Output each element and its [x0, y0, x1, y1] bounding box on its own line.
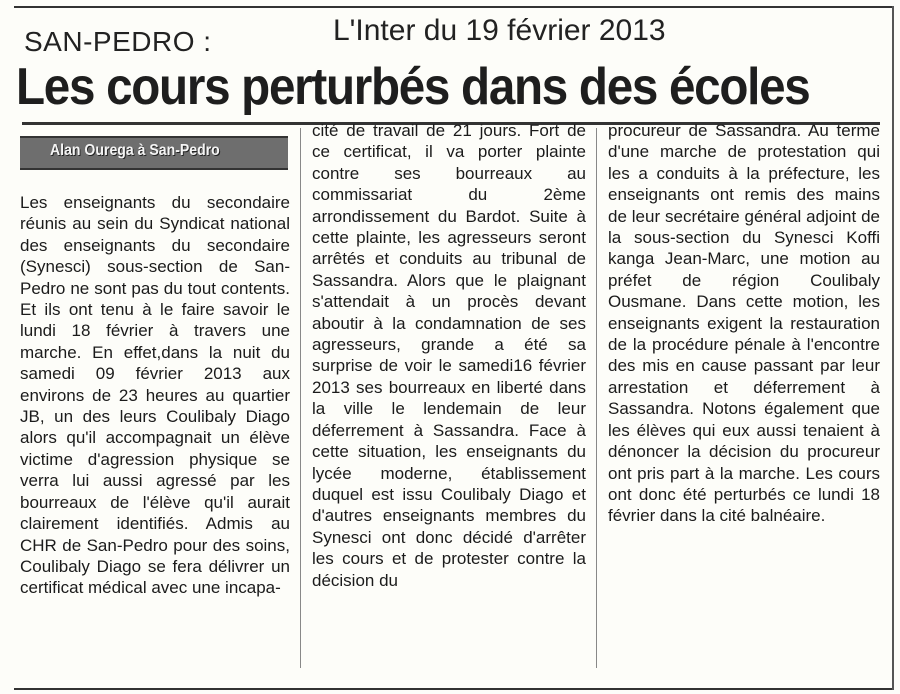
headline: Les cours perturbés dans des écoles — [16, 58, 810, 116]
column-separator — [300, 128, 301, 668]
clipping-border-right — [892, 6, 894, 690]
column-separator — [596, 128, 597, 668]
article-column-2 — [312, 120, 586, 591]
column-text: Les enseignants du secondaire réunis au sein du Syndicat national des enseignants du secondaire (Synesci) sous-section de San-Pedro ne sont pas du tout contents. Et ils ont tenu à le faire savoir le lundi 18 février à travers une marche. En effet,dans la nuit du samedi 09 février 2013 aux environs de 23 heures au quartier JB, un des leurs Coulibaly Diago alors qu'il accompagnait un élève victime d'agression physique se verra lui aussi agressé par les bourreaux de l'élève qu'il aurait clairement identifiés. Admis au CHR de San-Pedro pour des soins, Coulibaly Diago se fera délivrer un certificat médical avec une incapa- — [20, 193, 290, 598]
article-column-3 — [608, 120, 880, 527]
clipping-border-bottom — [14, 688, 892, 690]
article-column-1 — [20, 192, 290, 599]
byline-text: Alan Ourega à San-Pedro — [50, 142, 220, 159]
column-text: procureur de Sassandra. Au terme d'une marche de protestation qui les a conduits à la préfecture, les enseignants ont remis des mains de leur secrétaire général adjoint de la sous-section du Synesci Koffi kanga Jean-Marc, une motion au préfet de région Coulibaly Ousmane. Dans cette motion, les enseignants exigent la restauration de la procédure pénale à l'encontre des mis en cause passant par leur arrestation et déferrement à Sassandra. Notons également que les élèves qui eux aussi tenaient à dénoncer la décision du procureur ont pris part à la marche. Les cours ont donc été perturbés ce lundi 18 février dans la cité balnéaire. — [608, 121, 880, 526]
dateline: L'Inter du 19 février 2013 — [333, 14, 666, 47]
column-text: cité de travail de 21 jours. Fort de ce certificat, il va porter plainte contre ses bourreaux au commissariat du 2ème arrondissement du Bardot. Suite à cette plainte, les agresseurs seront arrêtés et conduits au tribunal de Sassandra. Alors que le plaignant s'attendait à un procès devant aboutir à la condamnation de ses agresseurs, grande a été sa surprise de voir le samedi16 février 2013 ses bourreaux en liberté dans la ville le lendemain de leur déferrement à Sassandra. Face à cette situation, les enseignants du lycée moderne, établissement duquel est issu Coulibaly Diago et d'autres enseignants membres du Synesci ont donc décidé d'arrêter les cours et de protester contre la décision du — [312, 121, 586, 590]
byline-box — [20, 136, 288, 170]
section-label: SAN-PEDRO : — [24, 26, 212, 57]
clipping-border-top — [14, 6, 892, 8]
